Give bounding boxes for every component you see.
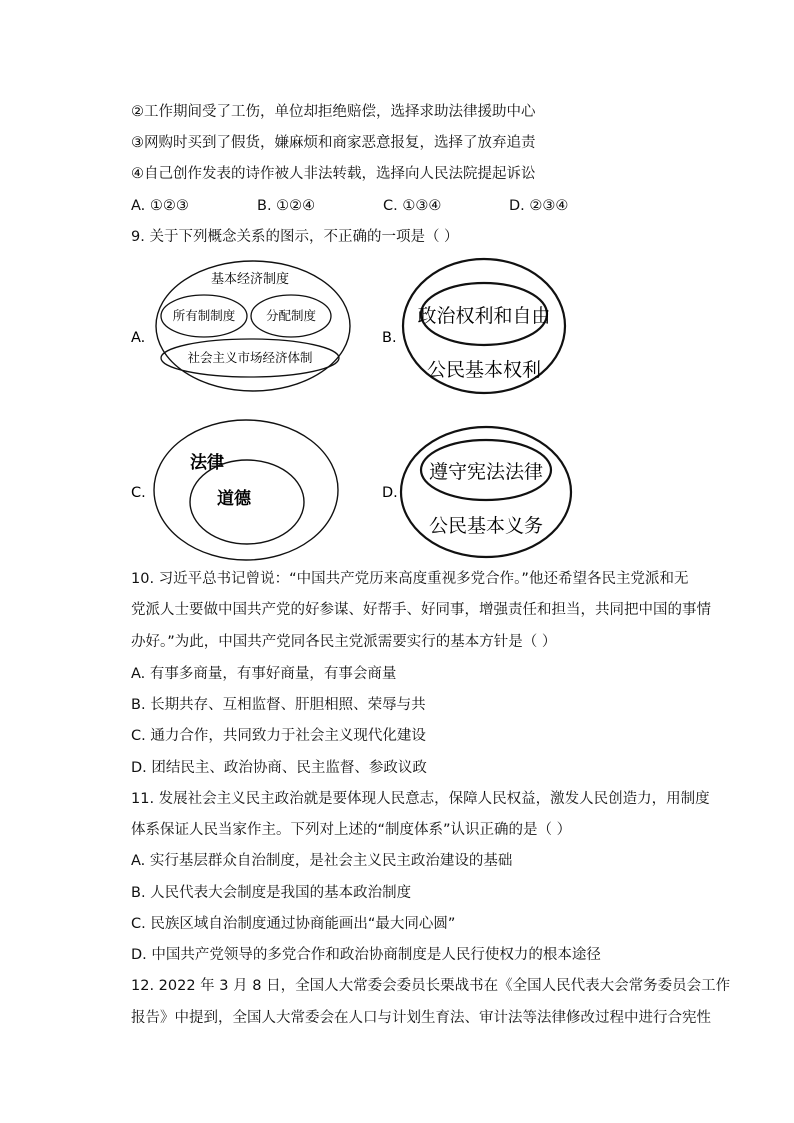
q8-item-3: ③网购时买到了假货，嫌麻烦和商家恶意报复，选择了放弃追责	[131, 135, 536, 151]
diagram-b-outer-label: 公民基本权利	[426, 359, 542, 381]
diagram-d-outer-circle	[401, 427, 571, 557]
diagram-b-letter[interactable]: B.	[382, 330, 397, 346]
q12-stem-line-2: 报告》中提到，全国人大常委会在人口与计划生育法、审计法等法律修改过程中进行合宪性	[131, 1010, 711, 1026]
q11-option-d[interactable]: D. 中国共产党领导的多党合作和政治协商制度是人民行使权力的根本途径	[131, 947, 601, 963]
q12-stem-line-1: 12. 2022 年 3 月 8 日，全国人大常委会委员长栗战书在《全国人民代表大会常务委员会工作	[131, 978, 731, 994]
q10-stem-line-1: 10. 习近平总书记曾说：“中国共产党历来高度重视多党合作。”他还希望各民主党派和无	[131, 571, 689, 587]
diagram-d-letter[interactable]: D.	[382, 485, 398, 501]
diagram-a-bottom-label: 社会主义市场经济体制	[187, 350, 313, 365]
q9-stem: 9. 关于下列概念关系的图示，不正确的一项是（ ）	[131, 229, 459, 245]
q10-stem-line-2: 党派人士要做中国共产党的好参谋、好帮手、好同事，增强责任和担当，共同把中国的事情	[131, 602, 711, 618]
q10-option-c[interactable]: C. 通力合作，共同致力于社会主义现代化建设	[131, 728, 426, 744]
q8-item-2: ②工作期间受了工伤，单位却拒绝赔偿，选择求助法律援助中心	[131, 104, 536, 120]
q8-option-b[interactable]: B. ①②④	[257, 198, 316, 214]
q8-item-4: ④自己创作发表的诗作被人非法转载，选择向人民法院提起诉讼	[131, 166, 536, 182]
diagram-d-outer-label: 公民基本义务	[428, 515, 544, 537]
q11-option-c[interactable]: C. 民族区域自治制度通过协商能画出“最大同心圆”	[131, 916, 456, 932]
diagram-c-letter[interactable]: C.	[131, 485, 146, 501]
q8-option-d[interactable]: D. ②③④	[509, 198, 569, 214]
q11-stem-line-1: 11. 发展社会主义民主政治就是要体现人民意志，保障人民权益，激发人民创造力，用制度	[131, 791, 710, 807]
q11-option-a[interactable]: A. 实行基层群众自治制度，是社会主义民主政治建设的基础	[131, 853, 513, 869]
q10-option-a[interactable]: A. 有事多商量，有事好商量，有事会商量	[131, 666, 397, 682]
q11-option-b[interactable]: B. 人民代表大会制度是我国的基本政治制度	[131, 885, 412, 901]
q8-option-a[interactable]: A. ①②③	[131, 198, 189, 214]
diagram-a-letter[interactable]: A.	[131, 330, 146, 346]
q10-stem-line-3: 办好。”为此，中国共产党同各民主党派需要实行的基本方针是（ ）	[131, 634, 557, 650]
q10-option-b[interactable]: B. 长期共存、互相监督、肝胆相照、荣辱与共	[131, 697, 426, 713]
q8-option-c[interactable]: C. ①③④	[383, 198, 442, 214]
q10-option-d[interactable]: D. 团结民主、政治协商、民主监督、参政议政	[131, 760, 427, 776]
diagram-a-outer-label: 基本经济制度	[210, 272, 290, 287]
diagram-c-outer-label: 法律	[190, 453, 224, 473]
diagram-a-right-label: 分配制度	[265, 308, 317, 323]
diagram-a-left-label: 所有制制度	[172, 308, 236, 323]
q11-stem-line-2: 体系保证人民当家作主。下列对上述的“制度体系”认识正确的是（ ）	[131, 822, 572, 838]
diagram-b-inner-label: 政治权利和自由	[417, 305, 551, 327]
diagram-c-inner-label: 道德	[217, 489, 251, 509]
diagram-d-inner-label: 遵守宪法法律	[428, 461, 544, 483]
